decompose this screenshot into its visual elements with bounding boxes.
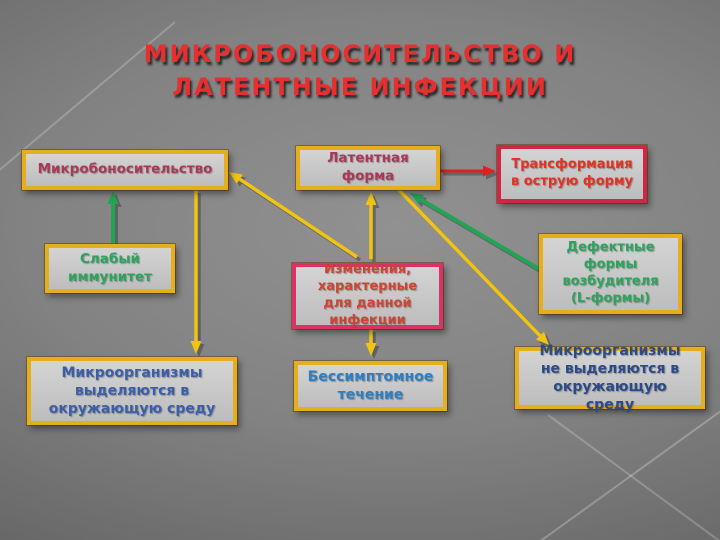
box-label: Трансформация в острую форму	[510, 157, 634, 189]
box-bessimptomnoe-techenie	[294, 361, 447, 411]
slide-title	[0, 38, 720, 104]
arrow-slabyj-immunitet-to-mikrobonositelstvo	[108, 191, 122, 248]
slide-title-line1: МИКРОБОНОСИТЕЛЬСТВО И	[143, 40, 577, 68]
box-label: Бессимптомное течение	[307, 368, 434, 403]
box-slabyj-immunitet	[45, 244, 175, 293]
box-label: Микроорганизмы не выделяются в окружающую среду	[539, 342, 681, 414]
box-mikroorganizmy-ne-vydelyayutsya	[515, 342, 705, 414]
box-mikrobonositelstvo	[22, 150, 228, 190]
arrow-izmeneniya-to-bessimptomnoe-techenie	[366, 329, 380, 359]
arrow-mikrobonositelstvo-to-mikroorganizmy-vydelyayutsya	[191, 190, 205, 357]
box-label: Микробоносительство	[37, 161, 213, 178]
box-label: Слабый иммунитет	[68, 250, 152, 285]
box-izmeneniya-harakternye	[292, 263, 443, 329]
arrow-defektnye-formy-to-latentnaya-forma	[410, 193, 542, 272]
box-mikroorganizmy-vydelyayutsya	[27, 357, 237, 425]
box-label: Латентная форма	[327, 150, 409, 184]
box-label: Микроорганизмы выделяются в окружающую среду	[48, 364, 216, 418]
slide-title-line2: ЛАТЕНТНЫЕ ИНФЕКЦИИ	[172, 73, 548, 102]
box-latentnaya-forma	[296, 146, 440, 190]
box-label: Изменения, характерные для данной инфекции	[317, 262, 418, 328]
box-transformaciya-v-ostruyu-formu	[497, 145, 647, 203]
box-defektnye-formy	[539, 234, 682, 314]
arrow-izmeneniya-to-latentnaya-forma	[366, 192, 380, 262]
arrow-latentnaya-forma-to-transformaciya	[440, 166, 499, 180]
box-label: Дефектные формы возбудителя (L-формы)	[562, 240, 659, 306]
